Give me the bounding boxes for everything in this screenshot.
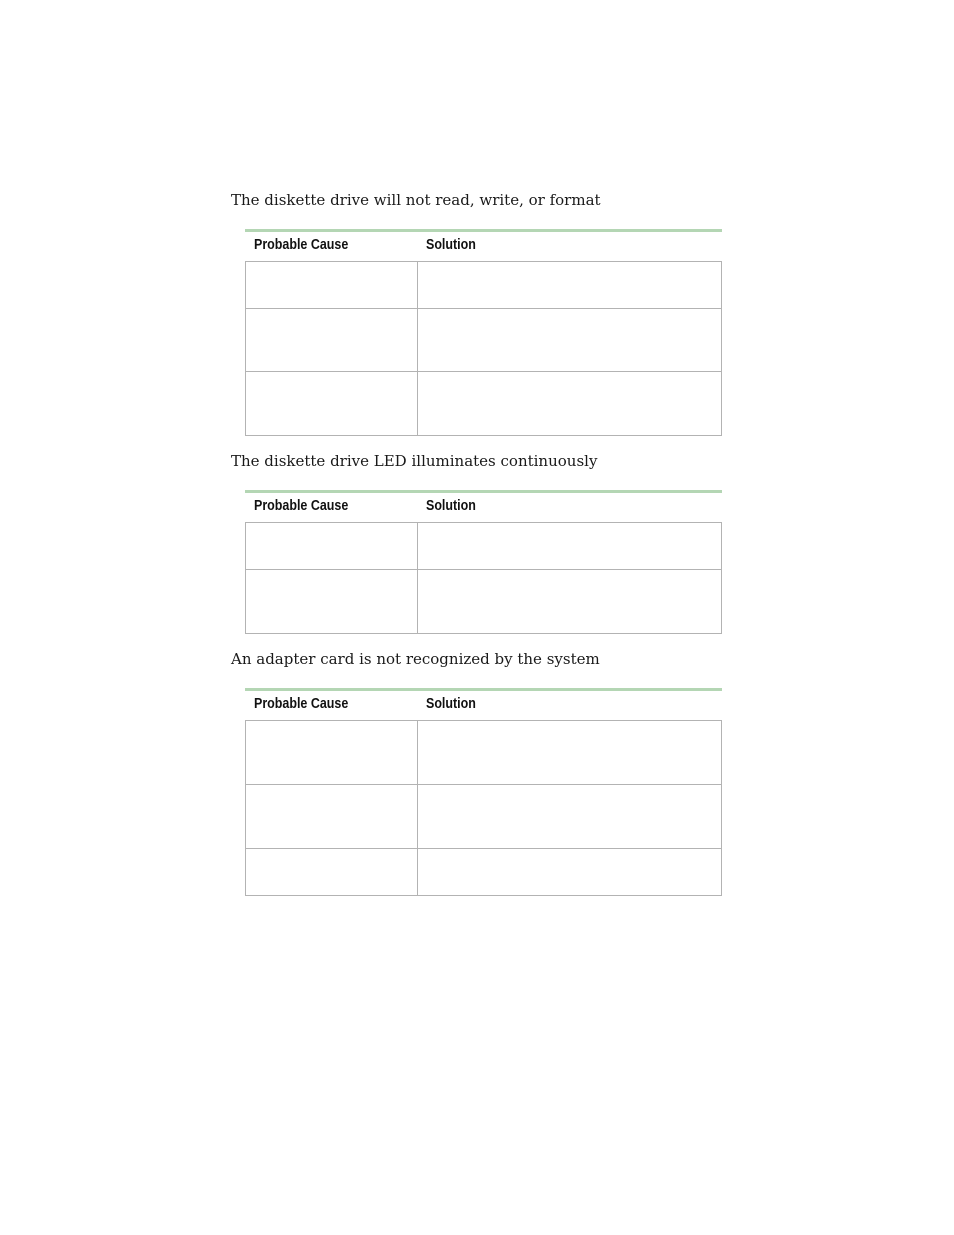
- cause-cell: [246, 372, 418, 435]
- solution-cell: [418, 372, 721, 435]
- column-header-solution: Solution: [426, 237, 476, 253]
- column-header-probable-cause: Probable Cause: [254, 237, 349, 253]
- table-row: [246, 262, 721, 308]
- column-header-probable-cause: Probable Cause: [254, 498, 349, 514]
- table-body: [245, 261, 722, 436]
- cause-cell: [246, 523, 418, 569]
- troubleshooting-table-diskette-read-write: [245, 229, 722, 436]
- section-heading-diskette-led: The diskette drive LED illuminates continuously: [231, 452, 598, 470]
- table-header: [245, 232, 722, 261]
- solution-cell: [418, 523, 721, 569]
- column-header-solution: Solution: [426, 696, 476, 712]
- troubleshooting-table-diskette-led: [245, 490, 722, 634]
- table-body: [245, 720, 722, 896]
- solution-cell: [418, 721, 721, 784]
- table-row: [246, 308, 721, 371]
- troubleshooting-table-adapter-card: [245, 688, 722, 896]
- solution-cell: [418, 785, 721, 848]
- section-heading-diskette-read-write: The diskette drive will not read, write, or format: [231, 191, 601, 209]
- column-header-solution: Solution: [426, 498, 476, 514]
- cause-cell: [246, 309, 418, 371]
- solution-cell: [418, 262, 721, 308]
- table-header: [245, 493, 722, 522]
- table-row: [246, 569, 721, 633]
- table-row: [246, 371, 721, 435]
- table-header: [245, 691, 722, 720]
- solution-cell: [418, 309, 721, 371]
- table-row: [246, 848, 721, 895]
- section-heading-adapter-card: An adapter card is not recognized by the system: [231, 650, 600, 668]
- solution-cell: [418, 849, 721, 895]
- solution-cell: [418, 570, 721, 633]
- table-row: [246, 721, 721, 784]
- cause-cell: [246, 262, 418, 308]
- cause-cell: [246, 721, 418, 784]
- table-body: [245, 522, 722, 634]
- cause-cell: [246, 849, 418, 895]
- column-header-probable-cause: Probable Cause: [254, 696, 349, 712]
- table-row: [246, 784, 721, 848]
- cause-cell: [246, 570, 418, 633]
- table-row: [246, 523, 721, 569]
- cause-cell: [246, 785, 418, 848]
